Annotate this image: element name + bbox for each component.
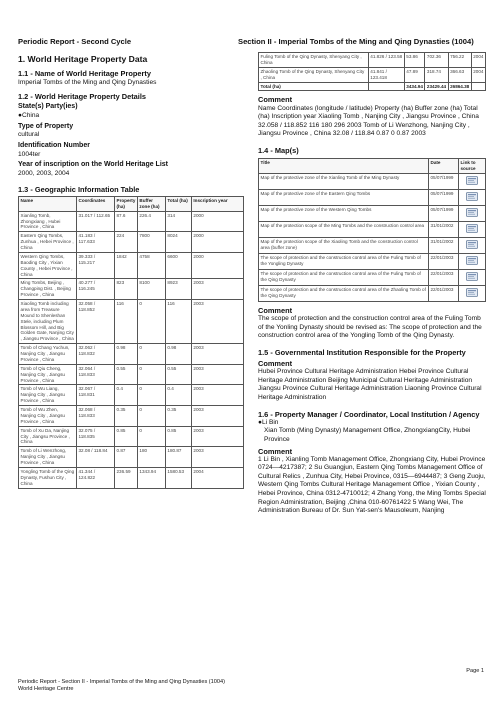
section-1-5-title: 1.5 - Governmental Institution Responsible for the Property bbox=[258, 347, 466, 357]
geo-comment-label: Comment bbox=[258, 95, 293, 105]
table-cell: 32.062 / 118.832 bbox=[77, 344, 115, 365]
table-cell: 0.85 bbox=[115, 426, 138, 447]
table-cell: 41.826 / 123.58 bbox=[368, 53, 404, 68]
col-header: Property (ha) bbox=[115, 196, 138, 211]
map-row bbox=[259, 237, 486, 253]
table-row bbox=[19, 406, 244, 427]
table-cell: 318.74 bbox=[425, 67, 448, 82]
s15-comment: Hubei Province Cultural Heritage Administration Hebei Province Cultural Heritage Administration Beijing Municipal Cultural Heritage Administration Jiangsu Province Cultural Heritage Administration Liaoning Province Cultural Heritage Administration bbox=[258, 368, 482, 401]
table-cell: Tomb of Li Wenzhong, Nanjing City , Jiangsu Province , China bbox=[19, 447, 77, 468]
table-cell: 4758 bbox=[137, 252, 165, 279]
map-title: The scope of protection and the construction control area of the Zhaoling Tomb of the Qing Dynasty bbox=[259, 285, 429, 301]
table-cell: 1343.94 bbox=[137, 467, 165, 488]
table-cell: 1842 bbox=[115, 252, 138, 279]
table-row bbox=[19, 385, 244, 406]
table-row bbox=[19, 252, 244, 279]
year-value: 2000, 2003, 2004 bbox=[18, 170, 70, 178]
table-cell: 2004 bbox=[471, 53, 485, 68]
map-title: Map of the protective zone of the Xianling Tomb of the Ming Dynasty bbox=[259, 173, 429, 189]
map-date: 22/01/2003 bbox=[429, 253, 459, 269]
table-cell: 39.333 / 115.217 bbox=[77, 252, 115, 279]
total-cell bbox=[471, 82, 485, 91]
table-cell: 2000 bbox=[191, 211, 243, 232]
section-1-3-title: 1.3 - Geographic Information Table bbox=[18, 184, 140, 194]
right-column bbox=[258, 50, 486, 516]
table-cell: 2003 bbox=[191, 279, 243, 300]
table-cell: 0.55 bbox=[115, 364, 138, 385]
table-cell: 32.067 / 118.831 bbox=[77, 385, 115, 406]
total-row bbox=[259, 82, 486, 91]
table-cell: 180.87 bbox=[165, 447, 191, 468]
map-row bbox=[259, 205, 486, 221]
table-cell: 180 bbox=[137, 447, 165, 468]
footer-line-2: World Heritage Centre bbox=[18, 686, 74, 693]
id-value: 1004ter bbox=[18, 150, 41, 158]
section-1-4-title: 1.4 - Map(s) bbox=[258, 145, 299, 155]
map-file-icon[interactable] bbox=[466, 288, 478, 297]
table-cell: 31.017 / 112.65 bbox=[77, 211, 115, 232]
map-date: 31/01/2002 bbox=[429, 237, 459, 253]
map-date: 05/07/1999 bbox=[429, 189, 459, 205]
table-cell: Xianling Tomb, Zhongxiang , Hubei Province , China bbox=[19, 211, 77, 232]
table-cell: 0.35 bbox=[165, 406, 191, 427]
table-cell: 47.89 bbox=[404, 67, 425, 82]
table-cell: 0 bbox=[137, 344, 165, 365]
table-cell: Eastern Qing Tombs, Zunhua , Hebei Province , China bbox=[19, 232, 77, 253]
map-file-icon[interactable] bbox=[466, 176, 478, 185]
s16-comment-label: Comment bbox=[258, 446, 293, 456]
table-cell: 2003 bbox=[191, 385, 243, 406]
map-link-cell[interactable] bbox=[459, 237, 486, 253]
map-date: 22/01/2003 bbox=[429, 285, 459, 301]
table-cell: 2003 bbox=[191, 344, 243, 365]
table-cell: 6600 bbox=[165, 252, 191, 279]
geo-comment: Name Coordinates (longitude / latitude) Property (ha) Buffer zone (ha) Total (ha) Inscription year Xiaoling Tomb , Nanjing City , Jiangsu Province , China 32.058 / 118.852 116 180 296 2003 Tomb of Li Wenzhong, Nanjing City , Jiangsu Province , China 32.08 / 118.84 0.87 0 0.87 2003 bbox=[258, 104, 479, 138]
table-cell: 8100 bbox=[137, 279, 165, 300]
table-cell: 53.86 bbox=[404, 53, 425, 68]
table-cell: Ming Tombs, Beijing , Changping Dist. , Beijing Province , China bbox=[19, 279, 77, 300]
map-date: 05/07/1999 bbox=[429, 205, 459, 221]
map-title: The scope of protection and the construction control area of the Fuling Tomb of the Yongling Dynasty bbox=[259, 253, 429, 269]
table-cell: 702.36 bbox=[425, 53, 448, 68]
property-name: Imperial Tombs of the Ming and Qing Dynasties bbox=[18, 78, 157, 86]
col-header: Coordinates bbox=[77, 196, 115, 211]
geographic-table-continued-body bbox=[259, 53, 486, 91]
table-cell: 2004 bbox=[471, 67, 485, 82]
footer-line-1: Periodic Report - Section II - Imperial Tombs of the Ming and Qing Dynasties (1004) bbox=[18, 679, 225, 685]
table-row bbox=[19, 232, 244, 253]
total-cell: 23429.44 bbox=[425, 82, 448, 91]
maps-comment: The scope of protection and the construction control area of the Fuling Tomb of the Yonling Dynasty should be revised as: The scope of protection and the construction control area of the Yongling Tomb of the Qing Dynasty. bbox=[258, 315, 482, 340]
states-value: ●China bbox=[18, 112, 40, 120]
table-row bbox=[19, 426, 244, 447]
map-link-cell[interactable] bbox=[459, 221, 486, 237]
table-cell: 7800 bbox=[137, 232, 165, 253]
table-cell: 0.4 bbox=[165, 385, 191, 406]
map-link-cell[interactable] bbox=[459, 173, 486, 189]
table-cell: 226.4 bbox=[137, 211, 165, 232]
table-row bbox=[259, 53, 486, 68]
table-cell: 2003 bbox=[191, 406, 243, 427]
table-cell: 0.98 bbox=[115, 344, 138, 365]
table-cell: 116 bbox=[165, 300, 191, 344]
table-cell: 314 bbox=[165, 211, 191, 232]
map-link-cell[interactable] bbox=[459, 285, 486, 301]
table-cell: Tomb of Wu Zhen, Nanjing City , Jiangsu Province , China bbox=[19, 406, 77, 427]
table-header-row bbox=[19, 196, 244, 211]
table-cell: 823 bbox=[115, 279, 138, 300]
map-row bbox=[259, 221, 486, 237]
map-row bbox=[259, 269, 486, 285]
manager-detail: Xian Tomb (Ming Dynasty) Management Office, ZhongxiangCity, Hubei Province bbox=[264, 427, 471, 443]
table-cell: 0.87 bbox=[115, 447, 138, 468]
table-row bbox=[19, 344, 244, 365]
map-row bbox=[259, 189, 486, 205]
table-cell: 756.22 bbox=[448, 53, 471, 68]
table-header-row bbox=[259, 159, 486, 174]
map-file-icon[interactable] bbox=[466, 208, 478, 217]
table-cell: Zhaoling Tomb of the Qing Dynasty, Shenyang City , China bbox=[259, 67, 369, 82]
table-cell: 0.85 bbox=[165, 426, 191, 447]
geographic-table-body bbox=[19, 211, 244, 488]
table-cell: 0 bbox=[137, 385, 165, 406]
table-cell: 0 bbox=[137, 364, 165, 385]
map-file-icon[interactable] bbox=[466, 192, 478, 201]
map-title: Map of the protection scope of the Xiaoling Tomb and the construction control area (buffer zone) bbox=[259, 237, 429, 253]
total-cell bbox=[368, 82, 404, 91]
manager-name: ●Li Bin bbox=[258, 418, 279, 426]
table-cell: 32.068 / 118.833 bbox=[77, 406, 115, 427]
table-cell: 2003 bbox=[191, 364, 243, 385]
table-cell: 40.277 / 116.245 bbox=[77, 279, 115, 300]
table-cell: 0 bbox=[137, 406, 165, 427]
map-row bbox=[259, 253, 486, 269]
maps-comment-label: Comment bbox=[258, 305, 293, 315]
map-file-icon[interactable] bbox=[466, 240, 478, 249]
map-file-icon[interactable] bbox=[466, 256, 478, 265]
map-row bbox=[259, 173, 486, 189]
table-cell: Western Qing Tombs, Baoding City , Yixian County , Hebei Province , China bbox=[19, 252, 77, 279]
table-cell: Fuling Tomb of the Qing Dynasty, Shenyang City , China bbox=[259, 53, 369, 68]
map-link-cell[interactable] bbox=[459, 269, 486, 285]
table-cell: Tomb of Xu Da, Nanjing City , Jiangsu Province , China bbox=[19, 426, 77, 447]
map-date: 05/07/1999 bbox=[429, 173, 459, 189]
type-value: cultural bbox=[18, 131, 40, 139]
table-cell: 41.183 / 117.633 bbox=[77, 232, 115, 253]
table-cell: 236.59 bbox=[115, 467, 138, 488]
geographic-table bbox=[18, 196, 244, 489]
map-link-cell[interactable] bbox=[459, 205, 486, 221]
map-row bbox=[259, 285, 486, 301]
total-cell: Total (ha) bbox=[259, 82, 369, 91]
table-row bbox=[19, 467, 244, 488]
col-header: Date bbox=[429, 159, 459, 174]
col-header: Title bbox=[259, 159, 429, 174]
map-date: 22/01/2003 bbox=[429, 269, 459, 285]
table-cell: 87.6 bbox=[115, 211, 138, 232]
table-cell: 41.344 / 124.822 bbox=[77, 467, 115, 488]
table-cell: 0.55 bbox=[165, 364, 191, 385]
map-link-cell[interactable] bbox=[459, 189, 486, 205]
table-cell: 0.98 bbox=[165, 344, 191, 365]
table-cell: 2000 bbox=[191, 232, 243, 253]
table-cell: 2003 bbox=[191, 447, 243, 468]
table-cell: Tomb of Qiu Cheng, Nanjing City , Jiangsu Province , China bbox=[19, 364, 77, 385]
map-title: Map of the protective zone of the Western Qing Tombs bbox=[259, 205, 429, 221]
map-link-cell[interactable] bbox=[459, 253, 486, 269]
table-row bbox=[19, 300, 244, 344]
page-number: Page 1 bbox=[466, 668, 484, 674]
table-cell: 2003 bbox=[191, 300, 243, 344]
table-cell: Yongling Tomb of the Qing Dynasty, Fushun City , China bbox=[19, 467, 77, 488]
table-cell: 41.841 / 123.418 bbox=[368, 67, 404, 82]
col-header: Inscription year bbox=[191, 196, 243, 211]
table-cell: 2000 bbox=[191, 252, 243, 279]
map-title: Map of the protection scope of the Ming Tombs and the construction control area bbox=[259, 221, 429, 237]
total-cell: 3434.94 bbox=[404, 82, 425, 91]
table-cell: 0.35 bbox=[115, 406, 138, 427]
total-cell: 26864.38 bbox=[448, 82, 471, 91]
type-label: Type of Property bbox=[18, 122, 74, 130]
table-row bbox=[19, 447, 244, 468]
maps-table bbox=[258, 158, 486, 302]
table-row bbox=[19, 211, 244, 232]
table-cell: 8024 bbox=[165, 232, 191, 253]
year-label: Year of inscription on the World Heritage List bbox=[18, 161, 169, 169]
table-cell: 2003 bbox=[191, 426, 243, 447]
map-title: Map of the protective zone of the Eastern Qing Tombs bbox=[259, 189, 429, 205]
map-title: The scope of protection and the construction control area of the Fuling Tomb of the Qing Dynasty bbox=[259, 269, 429, 285]
geographic-table-continued bbox=[258, 52, 486, 91]
table-cell: 0 bbox=[137, 426, 165, 447]
report-section-heading: Section II - Imperial Tombs of the Ming and Qing Dynasties (1004) bbox=[238, 37, 474, 46]
s16-comment: 1 Li Bin , Xianling Tomb Management Office, Zhongxiang City, Hubei Province 0724—4217387; 2 Su Guangjun, Eastern Qing Tombs Management Office of Cultural Relics , Zunhua City, Hebei Province, 0315—6944487; 3 Geng Zuoju, Western Qing Tombs Cultural Heritage Management Office , Yixian County , Hebei Province, China 0312-4710012; 4 Zhang Yong, the Ming Tombs Special Region Administration, Beijing ,China 010-60761422 5 Wang Wei, The Administration Bureau of Dr. Sun Yat-sen's Mausoleum, Nanjing bbox=[258, 455, 486, 515]
table-cell: 0.4 bbox=[115, 385, 138, 406]
s15-comment-label: Comment bbox=[258, 359, 293, 369]
table-cell: 366.63 bbox=[448, 67, 471, 82]
table-cell: 32.08 / 118.84 bbox=[77, 447, 115, 468]
table-cell: 32.058 / 118.852 bbox=[77, 300, 115, 344]
table-cell: 1580.53 bbox=[165, 467, 191, 488]
table-row bbox=[259, 67, 486, 82]
section-1-2-title: 1.2 - World Heritage Property Details bbox=[18, 92, 147, 102]
map-file-icon[interactable] bbox=[466, 272, 478, 281]
id-label: Identification Number bbox=[18, 142, 90, 149]
map-file-icon[interactable] bbox=[466, 224, 478, 233]
table-row bbox=[19, 279, 244, 300]
table-cell: 8923 bbox=[165, 279, 191, 300]
left-column bbox=[18, 52, 244, 489]
table-cell: Xiaoling Tomb including area from Treasure Mound to Shenleshan Stele, including Plum Blossom Hill, and Big Golden Gate, Nanjing City , Jiangsu Province , China bbox=[19, 300, 77, 344]
table-cell: 32.075 / 118.835 bbox=[77, 426, 115, 447]
section-1-1-title: 1.1 - Name of World Heritage Property bbox=[18, 69, 151, 79]
table-cell: Tomb of Chang Yuchun, Nanjing City , Jiangsu Province , China bbox=[19, 344, 77, 365]
section-1-title: 1. World Heritage Property Data bbox=[18, 54, 148, 64]
col-header: Buffer zone (ha) bbox=[137, 196, 165, 211]
table-cell: Tomb of Wu Liang, Nanjing City , Jiangsu Province , China bbox=[19, 385, 77, 406]
table-cell: 2004 bbox=[191, 467, 243, 488]
col-header: Total (ha) bbox=[165, 196, 191, 211]
table-cell: 32.064 / 118.833 bbox=[77, 364, 115, 385]
section-1-6-title: 1.6 - Property Manager / Coordinator, Local Institution / Agency bbox=[258, 409, 480, 419]
map-date: 31/01/2002 bbox=[429, 221, 459, 237]
col-header: Link to source bbox=[459, 159, 486, 174]
col-header: Name bbox=[19, 196, 77, 211]
table-row bbox=[19, 364, 244, 385]
report-cycle-heading: Periodic Report - Second Cycle bbox=[18, 37, 132, 46]
table-cell: 116 bbox=[115, 300, 138, 344]
table-cell: 0 bbox=[137, 300, 165, 344]
table-cell: 224 bbox=[115, 232, 138, 253]
footer bbox=[18, 679, 225, 694]
maps-table-body bbox=[259, 173, 486, 301]
states-label: State(s) Party(ies) bbox=[18, 103, 78, 111]
